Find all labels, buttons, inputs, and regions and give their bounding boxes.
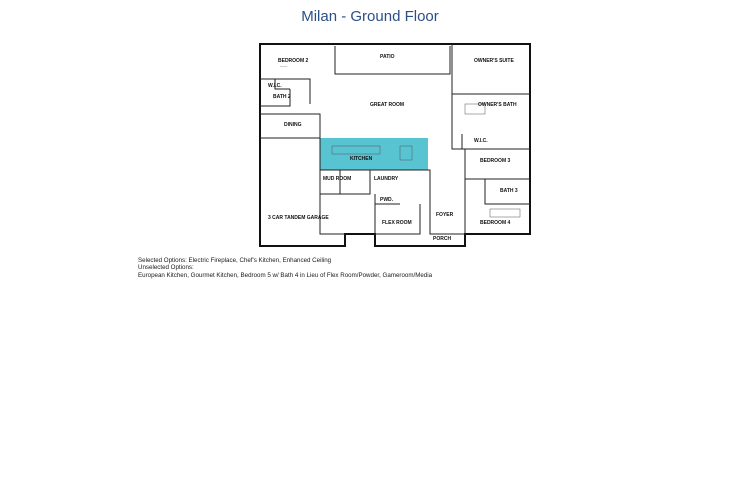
floor-plan [240, 34, 540, 249]
unselected-options: European Kitchen, Gourmet Kitchen, Bedroom 5 w/ Bath 4 in Lieu of Flex Room/Powder, Gameroom/Media [138, 271, 433, 279]
room-flex-room: FLEX ROOM [382, 220, 412, 226]
room-bedroom4: BEDROOM 4 [480, 220, 511, 226]
room-porch: PORCH [433, 236, 452, 242]
room-garage: 3 CAR TANDEM GARAGE [268, 215, 329, 221]
room-foyer: FOYER [436, 212, 454, 218]
options-notes [138, 257, 608, 279]
room-patio: PATIO [380, 54, 395, 60]
room-pwd: PWD. [380, 197, 394, 203]
room-owners-suite: OWNER'S SUITE [474, 58, 514, 64]
room-mud-room: MUD ROOM [323, 176, 352, 182]
room-bath2: BATH 2 [273, 94, 291, 100]
room-kitchen: KITCHEN [350, 156, 373, 162]
room-bedroom2-dims: —— [280, 64, 288, 68]
room-wic-left: W.I.C. [268, 83, 282, 89]
unselected-options-heading: Unselected Options: [138, 264, 194, 272]
room-dining: DINING [284, 122, 302, 128]
mud-laundry-wall [320, 170, 370, 194]
room-bath3: BATH 3 [500, 188, 518, 194]
patio-outline [335, 46, 450, 74]
room-laundry: LAUNDRY [374, 176, 399, 182]
page-title: Milan - Ground Floor [301, 8, 439, 25]
room-bedroom3: BEDROOM 3 [480, 158, 511, 164]
laundry-wall [370, 170, 430, 194]
selected-options: Selected Options: Electric Fireplace, Chef's Kitchen, Enhanced Ceiling [138, 257, 332, 264]
room-owners-bath: OWNER'S BATH [478, 102, 517, 108]
room-wic-right: W.I.C. [474, 138, 488, 144]
vanity-fixture [490, 209, 520, 217]
room-great-room: GREAT ROOM [370, 102, 405, 108]
room-bedroom2: BEDROOM 2 [278, 58, 309, 64]
